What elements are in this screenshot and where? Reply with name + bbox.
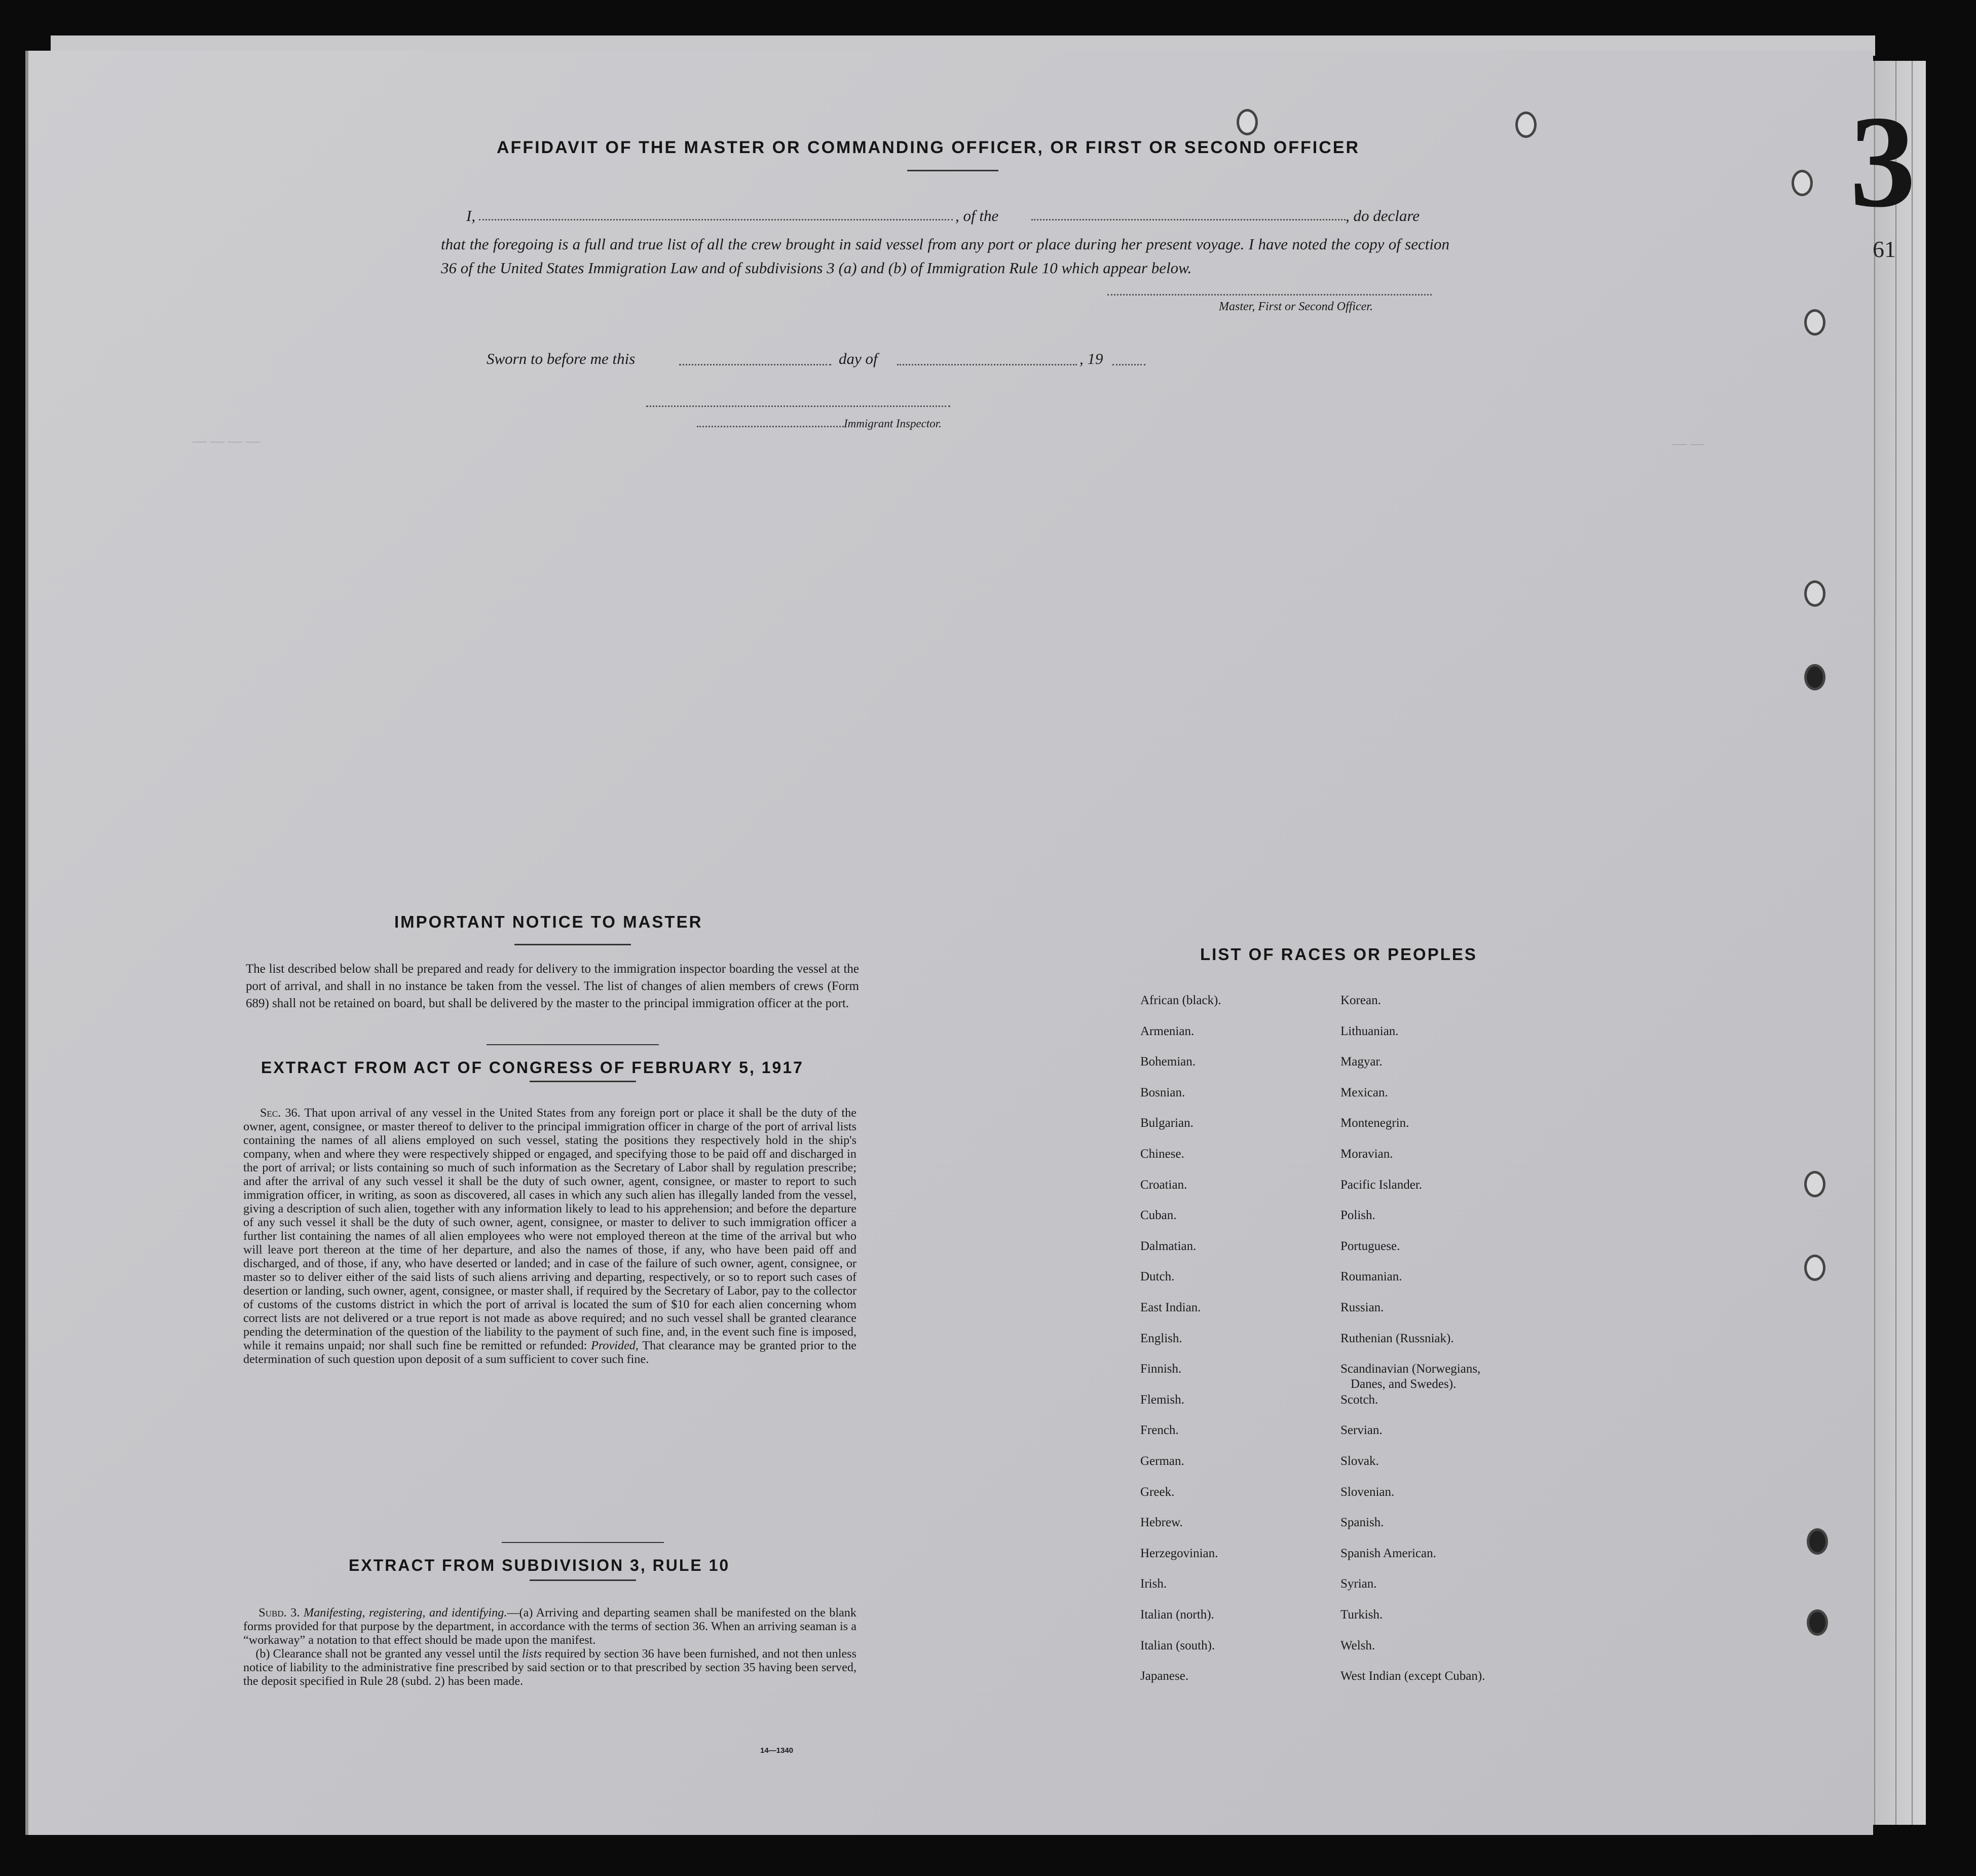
inspector-lead-dots	[697, 426, 844, 427]
punch-hole-icon	[1804, 580, 1825, 607]
race-item: Spanish.	[1340, 1516, 1384, 1530]
subd-heading: Manifesting, registering, and identifying.	[303, 1606, 507, 1620]
underlying-sheets-right	[1865, 61, 1926, 1825]
provided-text: That clearance may be granted prior to the determination of such question upon deposit of a sum sufficient to cover such fine.	[243, 1339, 856, 1366]
inspector-caption: Immigrant Inspector.	[844, 417, 942, 430]
page-number: 61	[1873, 236, 1896, 262]
affidavit-title: AFFIDAVIT OF THE MASTER OR COMMANDING OFFICER, OR FIRST OR SECOND OFFICER	[497, 138, 1360, 157]
document-page	[25, 51, 1873, 1835]
race-item: Scandinavian (Norwegians,	[1340, 1362, 1481, 1376]
notice-underline	[514, 944, 631, 945]
section-divider	[502, 1542, 664, 1543]
notice-title: IMPORTANT NOTICE TO MASTER	[394, 912, 703, 931]
race-item: Russian.	[1340, 1301, 1384, 1314]
race-item: French.	[1140, 1423, 1179, 1438]
punch-hole-icon	[1237, 109, 1258, 135]
race-item: Scotch.	[1340, 1392, 1378, 1407]
race-item: Korean.	[1340, 994, 1381, 1007]
form-number: 14—1340	[760, 1746, 794, 1755]
of-the-label: , of the	[955, 207, 999, 225]
sworn-year-blank[interactable]	[1112, 364, 1145, 365]
punch-hole-icon	[1807, 1609, 1828, 1636]
race-item: Magyar.	[1340, 1055, 1383, 1069]
vessel-name-blank[interactable]	[1031, 219, 1346, 220]
race-item: West Indian (except Cuban).	[1340, 1669, 1485, 1683]
subd-label: Subd. 3.	[258, 1606, 300, 1620]
subd-para-a: —(a) Arriving and departing seamen shall be manifested on the blank forms provided for that purpose by the department, in accordance with the terms of section 36. When an arriving seaman is a “workaway” a notation to that effect should be made upon the manifest.	[243, 1606, 856, 1647]
race-item: Turkish.	[1340, 1608, 1383, 1622]
do-declare-label: , do declare	[1346, 207, 1420, 225]
race-item: Bohemian.	[1140, 1055, 1196, 1069]
subd-para-b-lists: lists	[521, 1647, 542, 1661]
race-item: Polish.	[1340, 1208, 1375, 1223]
race-item: Chinese.	[1140, 1147, 1184, 1161]
sheet-edge	[1912, 61, 1913, 1825]
race-item: Dutch.	[1140, 1270, 1175, 1284]
punch-hole-icon	[1804, 309, 1825, 336]
races-title: LIST OF RACES OR PEOPLES	[1200, 945, 1477, 964]
race-item: Servian.	[1340, 1423, 1383, 1438]
bleed-through-mark: — — — —	[193, 433, 260, 449]
sworn-year: , 19	[1079, 350, 1103, 367]
race-item: Pacific Islander.	[1340, 1178, 1423, 1192]
race-item: Japanese.	[1140, 1669, 1189, 1683]
race-item: Hebrew.	[1140, 1516, 1183, 1530]
extract-rule-underline	[530, 1579, 636, 1581]
race-item: Greek.	[1140, 1485, 1175, 1499]
signature-blank[interactable]	[1107, 294, 1432, 296]
sheet-edge	[1874, 61, 1875, 1825]
sworn-line	[487, 350, 635, 368]
race-item: Herzegovinian.	[1140, 1546, 1218, 1560]
sheet-number: 3	[1850, 89, 1916, 235]
race-item: Bosnian.	[1140, 1085, 1185, 1099]
section-body: That upon arrival of any vessel in the United States from any foreign port or place it shall be the duty of the owner, agent, consignee, or master thereof to deliver to the principal immigration officer in charge of the port of arrival lists containing the names of all aliens employed on such vessel, stating the positions they respectively hold in the ship's company, when and where they were respectively shipped or engaged, and specifying those to be paid off and discharged in the port of arrival; or lists containing so much of such information as the Secretary of Labor shall by regulation prescribe; and after the arrival of any such vessel it shall be the duty of such owner, agent, consignee, or master to report to such immigration officer, in writing, as soon as discovered, all cases in which any such alien has illegally landed from the vessel, giving a description of such alien, together with any information likely to lead to his apprehension; and before the departure of any such vessel it shall be the duty of such owner, agent, consignee, or master to deliver to such immigration officer a further list containing the names of all alien employees who were not employed thereon at the time of the arrival but who will leave port thereon at the time of her departure, and also the names of those, if any, who have been paid off and discharged, and of those, if any, who have deserted or landed; and in case of the failure of such owner, agent, consignee, or master so to deliver either of the said lists of such aliens arriving and departing, respectively, or so to report such cases of desertion or landing, such owner, agent, consignee, or master shall, if required by the Secretary of Labor, pay to the collector of customs of the customs district in which the port of arrival is located the sum of $10 for each alien concerning whom correct lists are not delivered or a true report is not made as above required; and no such vessel shall be granted clearance pending the determination of the question of the liability to the payment of such fine, and, in the event such fine is imposed, while it remains unpaid; nor shall such fine be remitted or refunded:	[243, 1106, 856, 1352]
punch-hole-icon	[1804, 1171, 1825, 1197]
race-item: African (black).	[1140, 994, 1221, 1007]
race-item: Lithuanian.	[1340, 1024, 1399, 1038]
punch-hole-icon	[1804, 664, 1825, 690]
race-item: Moravian.	[1340, 1147, 1393, 1161]
officer-name-blank[interactable]	[479, 219, 953, 220]
provided-label: Provided,	[591, 1339, 639, 1352]
bleed-through-mark: — —	[1672, 436, 1704, 452]
race-item: English.	[1140, 1331, 1182, 1345]
subd-para-b-prefix: (b) Clearance shall not be granted any vessel until the	[255, 1647, 519, 1661]
affidavit-declaration-line	[466, 207, 475, 225]
punch-hole-icon	[1515, 112, 1537, 138]
title-underline	[907, 170, 998, 171]
race-item: German.	[1140, 1454, 1184, 1468]
race-item: Syrian.	[1340, 1577, 1377, 1591]
race-item: Italian (south).	[1140, 1638, 1215, 1652]
race-item: Flemish.	[1140, 1392, 1184, 1407]
sworn-day-blank[interactable]	[679, 364, 831, 365]
subd-para-b-rest: required by section 36 have been furnished, and not then unless notice of liability to the administrative fine prescribed by said section or to that prescribed by section 35 having been served, the deposit specified in Rule 28 (subd. 2) has been made.	[243, 1647, 857, 1688]
punch-hole-icon	[1804, 1255, 1825, 1281]
extract-act-title: EXTRACT FROM ACT OF CONGRESS OF FEBRUARY 5, 1917	[261, 1058, 804, 1077]
extract-act-underline	[530, 1081, 636, 1082]
race-item: Italian (north).	[1140, 1608, 1214, 1622]
race-item: Croatian.	[1140, 1178, 1187, 1192]
race-item: Slovenian.	[1340, 1485, 1395, 1499]
race-item: Mexican.	[1340, 1085, 1388, 1099]
race-item: Finnish.	[1140, 1362, 1182, 1376]
section-divider	[487, 1044, 659, 1045]
sworn-month-blank[interactable]	[897, 364, 1077, 365]
race-item: Danes, and Swedes).	[1351, 1377, 1457, 1391]
punch-hole-icon	[1807, 1528, 1828, 1555]
inspector-signature-blank[interactable]	[646, 406, 950, 407]
affidavit-body: that the foregoing is a full and true list of all the crew brought in said vessel from any port or place during her present voyage. I have noted the copy of section 36 of the United States Immigration Law and of subdivisions 3 (a) and (b) of Immigration Rule 10 which appear below.	[441, 235, 1449, 277]
section-label: Sec. 36.	[259, 1106, 301, 1120]
race-item: Welsh.	[1340, 1638, 1375, 1652]
punch-hole-icon	[1792, 170, 1813, 196]
race-item: East Indian.	[1140, 1301, 1201, 1314]
race-item: Ruthenian (Russniak).	[1340, 1331, 1454, 1345]
race-item: Spanish American.	[1340, 1546, 1436, 1560]
race-item: Portuguese.	[1340, 1239, 1400, 1253]
race-item: Cuban.	[1140, 1208, 1177, 1223]
race-item: Irish.	[1140, 1577, 1167, 1591]
race-item: Roumanian.	[1340, 1270, 1402, 1284]
race-item: Montenegrin.	[1340, 1116, 1409, 1130]
subdivision-3-text	[243, 1606, 856, 1688]
race-item: Armenian.	[1140, 1024, 1195, 1038]
extract-rule-title: EXTRACT FROM SUBDIVISION 3, RULE 10	[349, 1556, 730, 1574]
section-36-text	[243, 1106, 856, 1366]
signature-caption: Master, First or Second Officer.	[1219, 300, 1373, 313]
race-item: Bulgarian.	[1140, 1116, 1194, 1130]
notice-text: The list described below shall be prepared and ready for delivery to the immigration inspector boarding the vessel at the port of arrival, and shall in no instance be taken from the vessel. The list of changes of alien members of crews (Form 689) shall not be retained on board, but shall be delivered by the master to the principal immigration officer at the port.	[246, 962, 859, 1010]
race-item: Dalmatian.	[1140, 1239, 1197, 1253]
i-label: I,	[466, 207, 476, 225]
sworn-prefix: Sworn to before me this	[487, 350, 636, 367]
sheet-edge	[1895, 61, 1896, 1825]
race-item: Slovak.	[1340, 1454, 1379, 1468]
sworn-day-of: day of	[839, 350, 878, 367]
